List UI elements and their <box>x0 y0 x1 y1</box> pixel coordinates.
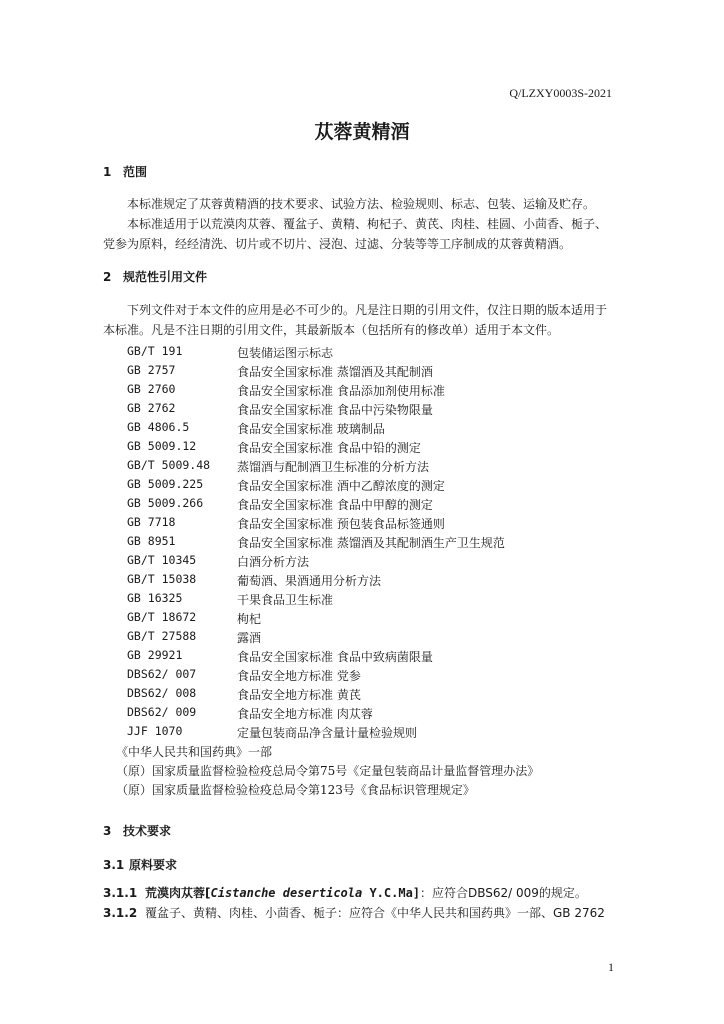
references-intro: 下列文件对于本文件的应用是必不可少的。凡是注日期的引用文件，仅注日期的版本适用于本标准。凡是不注日期的引用文件，其最新版本（包括所有的修改单）适用于本文件。 <box>103 303 608 337</box>
clause-number: 3.1.2 <box>103 906 138 920</box>
reference-code: DBS62/ 008 <box>127 686 197 700</box>
clause-number: 3.1.1 <box>103 886 138 900</box>
reference-note: （原）国家质量监督检验检疫总局令第75号《定量包装商品计量监督管理办法》 <box>116 764 540 778</box>
latin-name: Cistanche deserticola <box>210 886 363 900</box>
reference-title: 食品安全国家标准 食品中污染物限量 <box>237 403 433 417</box>
clause-name: 荒漠肉苁蓉[ <box>145 886 211 900</box>
section-title: 规范性引用文件 <box>123 270 208 284</box>
reference-code: JJF 1070 <box>127 724 183 738</box>
clause-text: ：应符合DBS62/ 009的规定。 <box>420 886 587 900</box>
reference-title: 食品安全国家标准 玻璃制品 <box>237 422 385 436</box>
reference-code: GB 8951 <box>127 534 176 548</box>
reference-code: GB 2762 <box>127 401 176 415</box>
clause-text: 覆盆子、黄精、肉桂、小茴香、栀子：应符合《中华人民共和国药典》一部、GB 2762 <box>145 906 605 920</box>
document-title: 苁蓉黄精酒 <box>314 121 410 143</box>
reference-title: 食品安全国家标准 食品中致病菌限量 <box>237 650 433 664</box>
latin-author: Y.C.Ma] <box>362 886 421 900</box>
reference-title: 食品安全国家标准 蒸馏酒及其配制酒生产卫生规范 <box>237 536 505 550</box>
reference-title: 干果食品卫生标准 <box>237 593 334 607</box>
reference-code: GB 2757 <box>127 363 176 377</box>
reference-title: 食品安全国家标准 食品中甲醇的测定 <box>237 498 433 512</box>
reference-code: GB 5009.266 <box>127 496 204 510</box>
reference-code: GB 29921 <box>127 648 183 662</box>
page-number: 1 <box>608 960 614 974</box>
reference-title: 葡萄酒、果酒通用分析方法 <box>237 574 382 588</box>
reference-code: GB 16325 <box>127 591 183 605</box>
reference-code: GB/T 18672 <box>127 610 197 624</box>
reference-note: （原）国家质量监督检验检疫总局令第123号《食品标识管理规定》 <box>116 783 475 797</box>
reference-title: 食品安全国家标准 食品中铅的测定 <box>237 441 421 455</box>
section-number: 3 <box>103 824 112 838</box>
reference-title: 蒸馏酒与配制酒卫生标准的分析方法 <box>237 460 430 474</box>
section-title: 原料要求 <box>129 858 178 872</box>
reference-code: DBS62/ 009 <box>127 705 197 719</box>
reference-code: GB 4806.5 <box>127 420 190 434</box>
reference-code: GB 7718 <box>127 515 176 529</box>
document-code: Q/LZXY0003S-2021 <box>509 86 612 100</box>
reference-title: 食品安全地方标准 肉苁蓉 <box>237 707 373 721</box>
section-title: 技术要求 <box>123 824 172 838</box>
reference-title: 食品安全国家标准 酒中乙醇浓度的测定 <box>237 479 445 493</box>
scope-paragraph-1: 本标准规定了苁蓉黄精酒的技术要求、试验方法、检验规则、标志、包装、运输及贮存。 <box>127 197 596 211</box>
reference-title: 包装储运图示标志 <box>237 346 334 360</box>
section-number: 3.1 <box>103 858 125 872</box>
reference-code: DBS62/ 007 <box>127 667 197 681</box>
reference-title: 食品安全国家标准 蒸馏酒及其配制酒 <box>237 365 433 379</box>
reference-code: GB 5009.12 <box>127 439 197 453</box>
reference-code: GB/T 191 <box>127 344 183 358</box>
reference-title: 枸杞 <box>237 612 262 626</box>
reference-title: 露酒 <box>237 631 262 645</box>
reference-code: GB 2760 <box>127 382 176 396</box>
reference-title: 食品安全地方标准 黄芪 <box>237 688 361 702</box>
section-2-heading <box>103 268 207 285</box>
reference-code: GB/T 10345 <box>127 553 197 567</box>
scope-paragraph-2: 本标准适用于以荒漠肉苁蓉、覆盆子、黄精、枸杞子、黄芪、肉桂、桂圆、小茴香、栀子、党参为原料，经经清洗、切片或不切片、浸泡、过滤、分装等等工序制成的苁蓉黄精酒。 <box>103 217 608 251</box>
subsection-3-1-heading <box>103 856 177 873</box>
reference-code: GB/T 5009.48 <box>127 458 211 472</box>
section-number: 1 <box>103 165 112 179</box>
reference-note: 《中华人民共和国药典》一部 <box>116 745 273 759</box>
section-number: 2 <box>103 270 112 284</box>
reference-code: GB 5009.225 <box>127 477 204 491</box>
reference-code: GB/T 27588 <box>127 629 197 643</box>
reference-title: 食品安全地方标准 党参 <box>237 669 361 683</box>
section-title: 范围 <box>123 165 148 179</box>
section-3-heading <box>103 822 171 839</box>
reference-title: 食品安全国家标准 食品添加剂使用标准 <box>237 384 445 398</box>
reference-title: 食品安全国家标准 预包装食品标签通则 <box>237 517 445 531</box>
reference-code: GB/T 15038 <box>127 572 197 586</box>
reference-title: 白酒分析方法 <box>237 555 310 569</box>
clause-3-1-2 <box>103 904 605 921</box>
section-1-heading <box>103 163 147 180</box>
clause-3-1-1 <box>103 884 587 901</box>
reference-title: 定量包装商品净含量计量检验规则 <box>237 726 418 740</box>
